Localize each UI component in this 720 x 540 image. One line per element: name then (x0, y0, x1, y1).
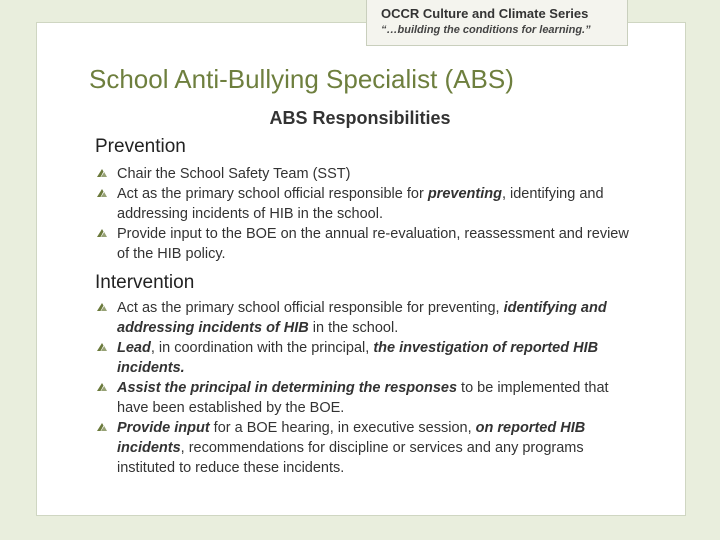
list-item (96, 164, 636, 184)
intervention-heading: Intervention (95, 272, 195, 293)
list-item (96, 298, 636, 338)
prevention-heading: Prevention (95, 136, 186, 157)
bullet-emphasis: identifying and addressing incidents of HIB (117, 300, 607, 336)
bullet-text: in the school. (308, 320, 399, 336)
list-item (96, 378, 636, 418)
bullet-emphasis: Provide input (117, 420, 210, 436)
series-tagline: “…building the conditions for learning.” (381, 24, 591, 36)
bullet-text: , recommendations for discipline or services and any programs instituted to reduce these incidents. (117, 440, 584, 476)
arrow-bullet-icon (96, 421, 108, 433)
list-item (96, 184, 636, 224)
slide-subtitle: ABS Responsibilities (269, 108, 451, 128)
arrow-bullet-icon (96, 301, 108, 313)
prevention-list (96, 164, 636, 264)
list-item (96, 338, 636, 378)
bullet-text: Provide input to the BOE on the annual re-evaluation, reassessment and review of the HIB policy. (117, 226, 629, 262)
bullet-text: Chair the School Safety Team (SST) (117, 166, 351, 182)
bullet-text: for a BOE hearing, in executive session, (209, 420, 476, 436)
arrow-bullet-icon (96, 381, 108, 393)
series-header (366, 0, 628, 46)
bullet-emphasis: on reported HIB incidents (117, 420, 586, 456)
bullet-text: Act as the primary school official responsible for preventing, (117, 300, 504, 316)
slide-title: School Anti-Bullying Specialist (ABS) (89, 64, 514, 94)
arrow-bullet-icon (96, 167, 108, 179)
arrow-bullet-icon (96, 187, 108, 199)
bullet-emphasis: the investigation of reported HIB incidents. (117, 340, 599, 376)
bullet-emphasis: Assist the principal in determining the responses (117, 380, 458, 396)
bullet-text: , identifying and addressing incidents of HIB in the school. (117, 186, 604, 222)
series-title: OCCR Culture and Climate Series (381, 6, 589, 21)
intervention-list (96, 298, 636, 478)
bullet-text: Act as the primary school official responsible for (117, 186, 428, 202)
list-item (96, 418, 636, 478)
bullet-emphasis: Lead (117, 340, 151, 356)
bullet-text: , in coordination with the principal, (150, 340, 374, 356)
bullet-emphasis: preventing (427, 186, 502, 202)
list-item (96, 224, 636, 264)
bullet-text: to be implemented that have been established by the BOE. (117, 380, 609, 416)
arrow-bullet-icon (96, 341, 108, 353)
arrow-bullet-icon (96, 227, 108, 239)
